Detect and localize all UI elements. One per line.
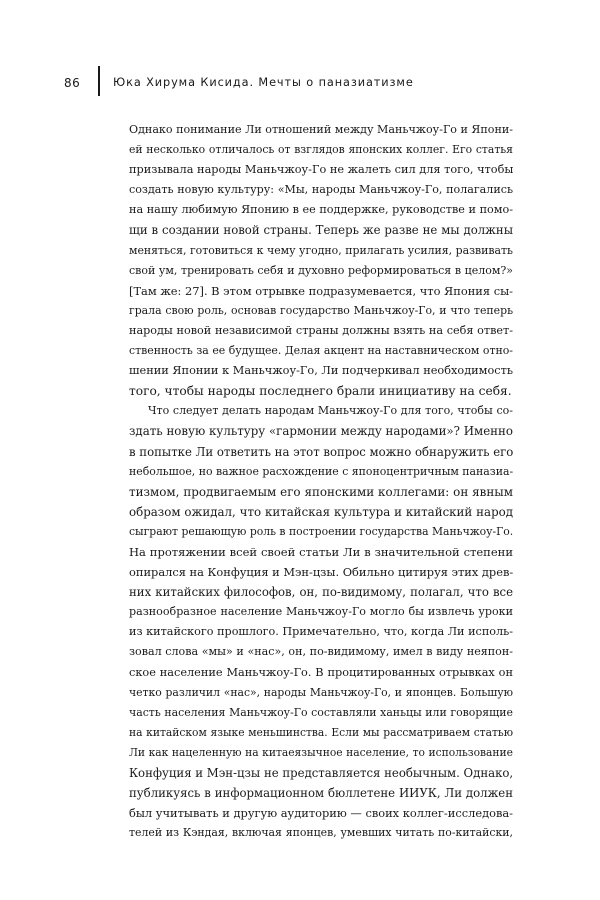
text-line: того, чтобы народы последнего брали инициативу на себя. xyxy=(129,384,512,399)
text-line: был учитывать и другую аудиторию — своих коллег-исследова- xyxy=(129,806,513,821)
text-line: на нашу любимую Японию в ее поддержке, руководстве и помо- xyxy=(129,203,513,217)
text-line: Однако понимание Ли отношений между Маньчжоу-Го и Япони- xyxy=(129,123,513,136)
text-line: шении Японии к Маньчжоу-Го, Ли подчеркивал необходимость xyxy=(129,364,513,378)
text-line: из китайского прошлого. Примечательно, что, когда Ли исполь- xyxy=(129,625,513,639)
text-line: призывала народы Маньчжоу-Го не жалеть сил для того, чтобы xyxy=(129,163,514,177)
text-line: Ли как нацеленную на китаеязычное население, то использование xyxy=(129,745,513,759)
running-head xyxy=(0,66,600,106)
paragraph-1 xyxy=(129,120,513,401)
text-line: четко различил «нас», народы Маньчжоу-Го, и японцев. Большую xyxy=(129,685,513,699)
text-line: свой ум, тренировать себя и духовно реформироваться в целом?» xyxy=(129,263,513,277)
text-line: сыграют решающую роль в построении государства Маньчжоу-Го. xyxy=(129,524,514,538)
text-line: образом ожидал, что китайская культура и китайский народ xyxy=(129,504,513,519)
text-line: публикуясь в информационном бюллетене ИИУК, Ли должен xyxy=(129,786,513,801)
text-line: в попытке Ли ответить на этот вопрос можно обнаружить его xyxy=(129,444,514,459)
text-line: ей несколько отличалось от взглядов японских коллег. Его статья xyxy=(129,143,513,157)
header-divider xyxy=(98,66,100,96)
text-line: зовал слова «мы» и «нас», он, по-видимому, имел в виду неяпон- xyxy=(129,645,513,659)
text-line: ское население Маньчжоу-Го. В процитированных отрывках он xyxy=(129,665,513,679)
text-line: них китайских философов, он, по-видимому, полагал, что все xyxy=(129,585,513,600)
text-line: меняться, готовиться к чему угодно, прилагать усилия, развивать xyxy=(129,243,513,257)
text-line: часть населения Маньчжоу-Го составляли ханьцы или говорящие xyxy=(129,705,513,719)
text-line: Что следует делать народам Маньчжоу-Го для того, чтобы со- xyxy=(148,404,513,418)
text-line: создать новую культуру: «Мы, народы Маньчжоу-Го, полагались xyxy=(129,183,513,197)
text-line: грала свою роль, основав государство Маньчжоу-Го, и что теперь xyxy=(129,303,513,317)
running-title: Юка Хирума Кисида. Мечты о паназиатизме xyxy=(113,76,414,89)
text-line: на китайском языке меньшинства. Если мы рассматриваем статью xyxy=(129,725,513,739)
text-line: здать новую культуру «гармонии между народами»? Именно xyxy=(129,424,513,439)
page-number: 86 xyxy=(64,76,81,90)
body-text xyxy=(129,120,513,843)
text-line: опирался на Конфуция и Мэн-цзы. Обильно цитируя этих древ- xyxy=(129,565,514,580)
text-line: На протяжении всей своей статьи Ли в значительной степени xyxy=(129,544,513,559)
text-line: народы новой независимой страны должны взять на себя ответ- xyxy=(129,323,513,337)
text-line: [Там же: 27]. В этом отрывке подразумевается, что Япония сы- xyxy=(129,283,513,298)
text-line: ственность за ее будущее. Делая акцент на наставническом отно- xyxy=(129,344,513,358)
text-line: тизмом, продвигаемым его японскими коллегами: он явным xyxy=(129,484,513,499)
text-line: небольшое, но важное расхождение с японоцентричным паназиа- xyxy=(129,464,514,478)
text-line: телей из Кэндая, включая японцев, умевших читать по-китайски, xyxy=(129,826,513,840)
text-line: щи в создании новой страны. Теперь же разве не мы должны xyxy=(129,223,513,238)
paragraph-2 xyxy=(129,401,513,843)
text-line: Конфуция и Мэн-цзы не представляется необычным. Однако, xyxy=(129,766,514,780)
text-line: разнообразное население Маньчжоу-Го могло бы извлечь уроки xyxy=(129,605,513,619)
